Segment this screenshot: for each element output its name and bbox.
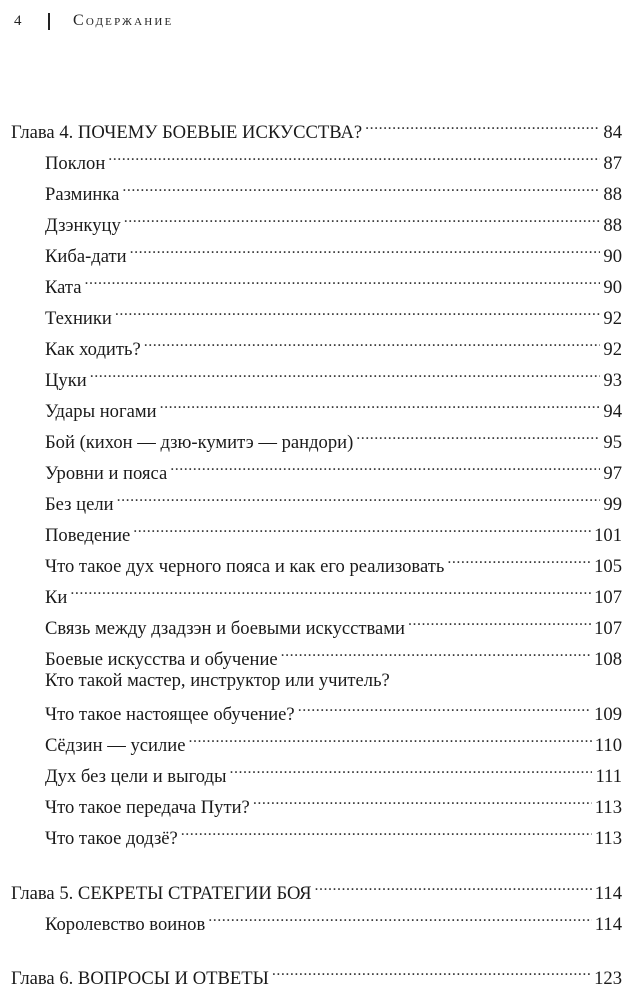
toc-item-label: Ката xyxy=(45,277,82,298)
toc-item[interactable] xyxy=(45,484,622,515)
leader-dots xyxy=(70,577,591,603)
toc-chapter-5[interactable] xyxy=(11,873,622,904)
toc-page-number: 113 xyxy=(594,828,622,849)
toc-item-label: Бой (кихон — дзю-кумитэ — рандори) xyxy=(45,432,354,453)
toc-item[interactable] xyxy=(45,205,622,236)
toc-item-label: Поклон xyxy=(45,153,106,174)
leader-dots xyxy=(90,360,601,386)
leader-dots xyxy=(408,608,591,634)
leader-dots xyxy=(253,787,592,813)
leader-dots xyxy=(130,236,601,262)
toc-page-number: 88 xyxy=(603,184,622,205)
toc-item[interactable] xyxy=(45,515,622,546)
running-head-title: Содержание xyxy=(73,12,174,29)
leader-dots xyxy=(170,453,600,479)
toc-item-label: Дух без цели и выгоды xyxy=(45,766,227,787)
toc-item[interactable] xyxy=(45,904,622,935)
leader-dots xyxy=(115,298,601,324)
toc-item[interactable] xyxy=(45,577,622,608)
toc-item-label: Разминка xyxy=(45,184,120,205)
leader-dots xyxy=(124,205,601,231)
toc-item[interactable] xyxy=(45,236,622,267)
toc-page-number: 109 xyxy=(594,704,622,725)
toc-item-label: Сёдзин — усилие xyxy=(45,735,186,756)
toc-page-number: 92 xyxy=(603,339,622,360)
toc-item-label: Что такое передача Пути? xyxy=(45,797,250,818)
toc-item[interactable] xyxy=(45,391,622,422)
toc-page-number: 92 xyxy=(603,308,622,329)
toc-item-label: Техники xyxy=(45,308,112,329)
toc-page-number: 93 xyxy=(603,370,622,391)
toc-page-number: 84 xyxy=(603,122,622,143)
toc-page-number: 97 xyxy=(603,463,622,484)
toc-page-number: 114 xyxy=(594,883,622,904)
leader-dots xyxy=(356,422,600,448)
toc-item-label: Поведение xyxy=(45,525,131,546)
toc-item-label: Что такое додзё? xyxy=(45,828,178,849)
toc-item-label: Киба-дати xyxy=(45,246,127,267)
toc-page-number: 95 xyxy=(603,432,622,453)
toc-item[interactable] xyxy=(45,329,622,360)
leader-dots xyxy=(160,391,601,417)
toc-item-label: Боевые искусства и обучение xyxy=(45,649,278,670)
toc-item-label: Дзэнкуцу xyxy=(45,215,121,236)
toc-chapter-label: Глава 4. ПОЧЕМУ БОЕВЫЕ ИСКУССТВА? xyxy=(11,122,363,143)
toc-item-first-line[interactable]: Кто такой мастер, инструктор или учитель? xyxy=(45,670,390,691)
leader-dots xyxy=(85,267,601,293)
leader-dots xyxy=(298,694,591,720)
page-number: 4 xyxy=(14,12,22,29)
toc-page-number: 111 xyxy=(595,766,622,787)
toc-item[interactable] xyxy=(45,756,622,787)
toc-page-number: 123 xyxy=(594,968,622,989)
toc-item[interactable] xyxy=(45,174,622,205)
toc-page-number: 88 xyxy=(603,215,622,236)
toc-page-number: 94 xyxy=(603,401,622,422)
toc-item[interactable] xyxy=(45,639,622,670)
toc-item[interactable] xyxy=(45,453,622,484)
toc-item[interactable] xyxy=(45,725,622,756)
toc-item[interactable] xyxy=(45,694,622,725)
leader-dots xyxy=(117,484,601,510)
leader-dots xyxy=(365,112,600,138)
toc-item[interactable] xyxy=(45,787,622,818)
leader-dots xyxy=(144,329,601,355)
toc-item-label: Что такое дух черного пояса и как его реализовать xyxy=(45,556,445,577)
toc-item-label: Что такое настоящее обучение? xyxy=(45,704,295,725)
toc-item-label: Без цели xyxy=(45,494,114,515)
toc-item[interactable] xyxy=(45,608,622,639)
toc-item[interactable] xyxy=(45,267,622,298)
toc-page-number: 105 xyxy=(594,556,622,577)
toc-item-label: Связь между дзадзэн и боевыми искусствами xyxy=(45,618,406,639)
leader-dots xyxy=(315,873,592,899)
toc-item[interactable] xyxy=(45,360,622,391)
toc-chapter-label: Глава 6. ВОПРОСЫ И ОТВЕТЫ xyxy=(11,968,269,989)
toc-page-number: 110 xyxy=(594,735,622,756)
leader-dots xyxy=(181,818,592,844)
header-divider xyxy=(48,13,50,30)
toc-item-label: Ки xyxy=(45,587,68,608)
toc-chapter-4[interactable] xyxy=(11,112,622,143)
leader-dots xyxy=(188,725,591,751)
toc-page-number: 113 xyxy=(594,797,622,818)
toc-page-number: 90 xyxy=(603,277,622,298)
leader-dots xyxy=(281,639,591,665)
toc-item-label: Королевство воинов xyxy=(45,914,206,935)
toc-chapter-label: Глава 5. СЕКРЕТЫ СТРАТЕГИИ БОЯ xyxy=(11,883,312,904)
toc-item-label: Цуки xyxy=(45,370,87,391)
toc-item-label: Уровни и пояса xyxy=(45,463,168,484)
toc-page-number: 101 xyxy=(594,525,622,546)
leader-dots xyxy=(272,958,591,984)
toc-page-number: 114 xyxy=(594,914,622,935)
toc-page-number: 99 xyxy=(603,494,622,515)
leader-dots xyxy=(447,546,591,572)
toc-page-number: 90 xyxy=(603,246,622,267)
toc-page-number: 87 xyxy=(603,153,622,174)
toc-item-label: Удары ногами xyxy=(45,401,157,422)
toc-chapter-6[interactable] xyxy=(11,958,622,989)
leader-dots xyxy=(133,515,591,541)
toc-item-label: Как ходить? xyxy=(45,339,141,360)
toc-item[interactable] xyxy=(45,143,622,174)
toc-page-number: 107 xyxy=(594,587,622,608)
running-head xyxy=(14,10,173,32)
toc-item[interactable] xyxy=(45,298,622,329)
toc-item[interactable] xyxy=(45,546,622,577)
toc-page-number: 107 xyxy=(594,618,622,639)
toc-item[interactable] xyxy=(45,422,622,453)
leader-dots xyxy=(208,904,592,930)
toc-page-number: 108 xyxy=(594,649,622,670)
leader-dots xyxy=(108,143,600,169)
leader-dots xyxy=(229,756,592,782)
leader-dots xyxy=(122,174,600,200)
toc-item[interactable] xyxy=(45,818,622,849)
